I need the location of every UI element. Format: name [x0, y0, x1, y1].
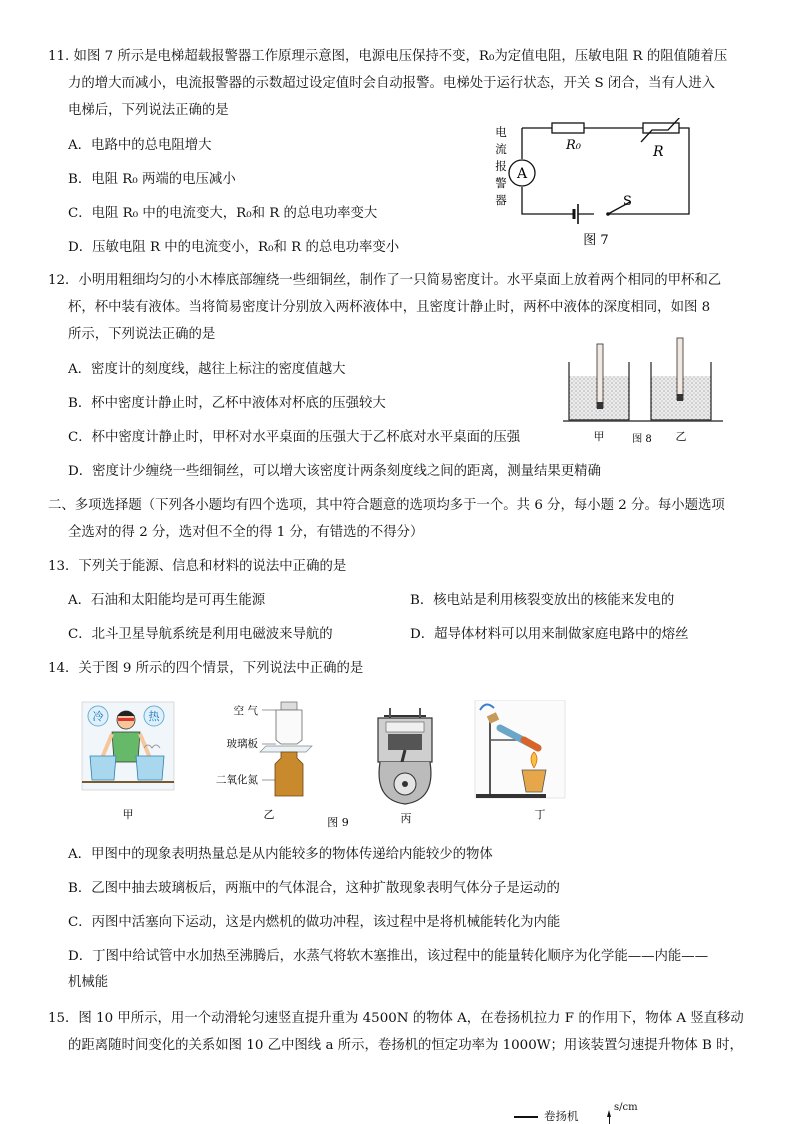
scene-ding-label: 丁 — [534, 808, 546, 821]
q11-stem-line3: 电梯后，下列说法正确的是 — [68, 103, 229, 118]
scene-yi — [216, 702, 312, 796]
axis-label-s-cm: s/cm — [614, 1102, 638, 1113]
q12-option-d: D．密度计少缠绕一些细铜丝，可以增大该密度计两条刻度线之间的距离，测量结果更精确 — [68, 464, 601, 479]
r0-label: R₀ — [566, 138, 581, 153]
meter-label-char: 流 — [495, 142, 507, 156]
winch-label-partial: 卷扬机 — [544, 1109, 579, 1123]
q13-option-c: C．北斗卫星导航系统是利用电磁波来导航的 — [68, 627, 333, 642]
q14-option-d-continued: 机械能 — [68, 975, 109, 990]
q15-stem-line2: 的距离随时间变化的关系如图 10 乙中图线 a 所示，卷扬机的恒定功率为 1000W；用该装置匀速提升物体 B 时， — [68, 1038, 743, 1053]
hydrometer-jia — [597, 344, 603, 408]
nitrogen-dioxide-label: 二氧化氮 — [216, 774, 258, 786]
q12-option-a: A．密度计的刻度线，越往上标注的密度值越大 — [68, 362, 346, 377]
switch-label: S — [623, 194, 632, 209]
q11-option-b: B．电阻 R₀ 两端的电压减小 — [68, 172, 236, 187]
figure-9-scenes — [80, 700, 660, 832]
r0-resistor — [552, 123, 584, 133]
q13-option-d: D．超导体材料可以用来制做家庭电路中的熔丝 — [410, 627, 689, 642]
q15-stem-line1: 15．图 10 甲所示，用一个动滑轮匀速竖直提升重为 4500N 的物体 A，在卷扬机拉力 F 的作用下，物体 A 竖直移动 — [48, 1011, 744, 1026]
hot-label: 热 — [148, 710, 160, 723]
cup-jia-label: 甲 — [593, 430, 605, 443]
hydrometer-yi — [677, 338, 683, 400]
q11-stem-line2: 力的增大而减小，电流报警器的示数超过设定值时会自动报警。电梯处于运行状态，开关 S 闭合，当有人进入 — [68, 76, 716, 91]
figure-7-circuit — [490, 118, 700, 250]
winch-bar — [514, 1116, 538, 1118]
scene-yi-label: 乙 — [263, 808, 275, 821]
q14-stem: 14．关于图 9 所示的四个情景，下列说法中正确的是 — [48, 661, 364, 676]
figure-8-caption: 图 8 — [632, 434, 652, 445]
q11-option-c: C．电阻 R₀ 中的电流变大，R₀和 R 的总电功率变大 — [68, 206, 378, 221]
q13-option-a: A．石油和太阳能均是可再生能源 — [68, 593, 266, 608]
section2-heading-line2: 全选对的得 2 分，选对但不全的得 1 分，有错选的不得分） — [68, 525, 424, 540]
copper-wire-yi — [677, 394, 683, 401]
cup-yi-label: 乙 — [675, 430, 687, 443]
glass-plate-label: 玻璃板 — [226, 738, 258, 750]
figure-8-cups — [563, 334, 729, 450]
meter-label-char: 器 — [495, 193, 507, 207]
q11-option-d: D．压敏电阻 R 中的电流变小，R₀和 R 的总电功率变小 — [68, 240, 400, 255]
figure-7-caption: 图 7 — [583, 233, 609, 248]
q12-stem-line3: 所示，下列说法正确的是 — [68, 327, 216, 342]
cold-label: 冷 — [92, 710, 104, 723]
figure-9-caption: 图 9 — [327, 816, 349, 829]
q13-option-b: B．核电站是利用核裂变放出的核能来发电的 — [410, 593, 675, 608]
meter-label-char: 报 — [495, 159, 507, 173]
copper-wire-jia — [597, 402, 603, 409]
q12-stem-line2: 杯，杯中装有液体。当将简易密度计分别放入两杯液体中，且密度计静止时，两杯中液体的深度相同，如图 8 — [68, 300, 711, 315]
ammeter-symbol: A — [516, 166, 528, 182]
scene-bing-label: 丙 — [400, 812, 412, 825]
scene-jia — [82, 702, 174, 790]
q13-stem: 13．下列关于能源、信息和材料的说法中正确的是 — [48, 559, 347, 574]
meter-label-char: 警 — [495, 176, 507, 190]
q12-option-b: B．杯中密度计静止时，乙杯中液体对杯底的压强较大 — [68, 396, 386, 411]
scene-jia-label: 甲 — [122, 808, 134, 821]
q14-option-b: B．乙图中抽去玻璃板后，两瓶中的气体混合，这种扩散现象表明气体分子是运动的 — [68, 881, 560, 896]
section2-heading-line1: 二、多项选择题（下列各小题均有四个选项，其中符合题意的选项均多于一个。共 6 分，每小题 2 分。每小题选项 — [48, 498, 725, 513]
q14-option-c: C．丙图中活塞向下运动，这是内燃机的做功冲程，该过程中是将机械能转化为内能 — [68, 915, 561, 930]
q11-stem-line1: 11. 如图 7 所示是电梯超载报警器工作原理示意图，电源电压保持不变，R₀为定值电阻，压敏电阻 R 的阻值随着压 — [48, 49, 728, 64]
r-label: R — [653, 144, 664, 160]
air-label: 空 气 — [233, 705, 258, 717]
scene-ding — [475, 700, 565, 798]
q11-option-a: A．电路中的总电阻增大 — [68, 138, 212, 153]
q12-stem-line1: 12．小明用粗细均匀的小木棒底部缠绕一些细铜丝，制作了一只简易密度计。水平桌面上放着两个相同的甲杯和乙 — [48, 273, 722, 288]
meter-label-char: 电 — [495, 125, 507, 139]
q14-option-a: A．甲图中的现象表明热量总是从内能较多的物体传递给内能较少的物体 — [68, 847, 493, 862]
q14-option-d: D．丁图中给试管中水加热至沸腾后，水蒸气将软木塞推出，该过程中的能量转化顺序为化学能——内能—— — [68, 949, 709, 964]
scene-bing — [378, 708, 432, 804]
q12-option-c: C．杯中密度计静止时，甲杯对水平桌面的压强大于乙杯底对水平桌面的压强 — [68, 430, 521, 445]
